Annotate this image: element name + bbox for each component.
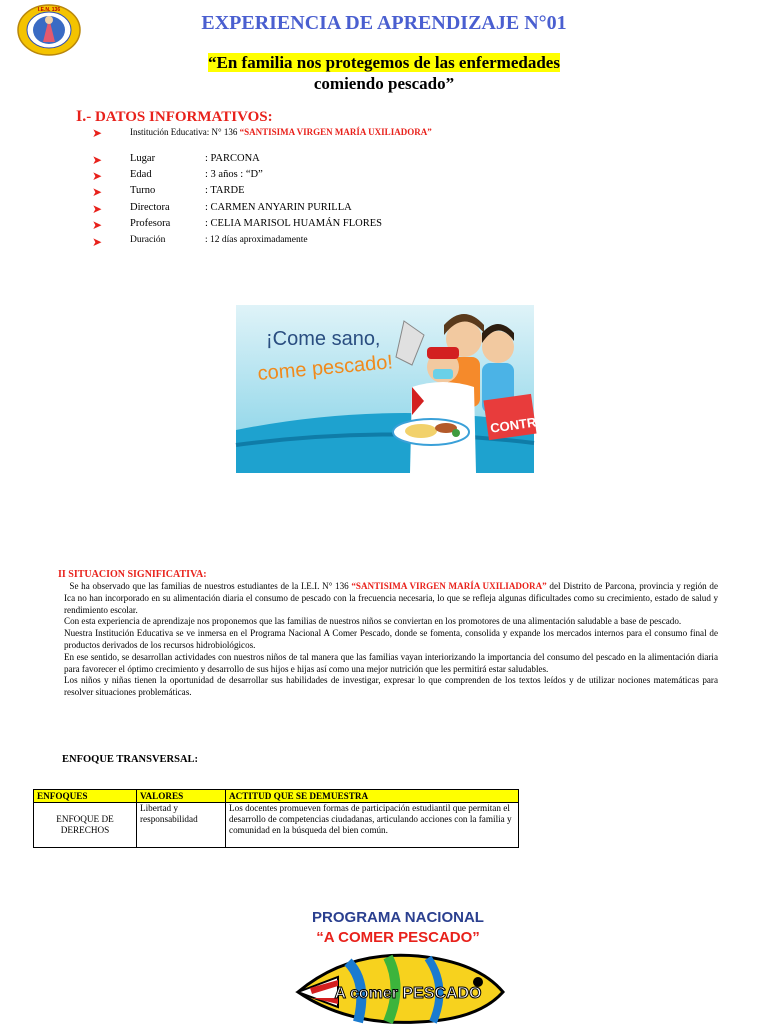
column-header: ACTITUD QUE SE DEMUESTRA xyxy=(226,790,519,803)
logo-line-2: “A COMER PESCADO” xyxy=(316,929,480,946)
column-header: ENFOQUES xyxy=(34,790,137,803)
info-label: Turno xyxy=(130,185,156,196)
page-title: EXPERIENCIA DE APRENDIZAJE N°01 xyxy=(201,12,567,34)
arrow-bullet-icon: ➤ xyxy=(92,153,103,167)
info-label: Directora xyxy=(130,202,170,213)
info-value: : CELIA MARISOL HUAMÁN FLORES xyxy=(205,218,382,229)
campaign-photo xyxy=(236,305,547,473)
arrow-bullet-icon: ➤ xyxy=(92,126,103,140)
table-cell: ENFOQUE DE DERECHOS xyxy=(34,803,137,848)
section-number: I. xyxy=(76,108,87,125)
info-row-edad xyxy=(92,169,263,183)
situacion-text: Se ha observado que las familias de nuestros estudiantes de la I.E.I. N° 136 xyxy=(69,581,352,591)
photo-slogan-line-1: ¡Come sano, xyxy=(266,328,381,350)
institucion-label: Institución Educativa: N° 136 xyxy=(130,127,238,137)
enfoque-table xyxy=(33,789,519,848)
info-label: Edad xyxy=(130,169,152,180)
situacion-paragraph: Nuestra Institución Educativa se ve inmersa en el Programa Nacional A Comer Pescado, donde se fomenta, consolida y expande los mercados internos para el consumo final de productos derivados de los recursos hidrobiológicos. xyxy=(64,628,718,650)
institucion-name: “SANTISIMA VIRGEN MARÍA UXILIADORA” xyxy=(239,127,432,137)
table-cell: Los docentes promueven formas de participación estudiantil que permitan el desarrollo de competencias ciudadanas, articulando acciones con la familia y comunidad en la búsqueda del bien común. xyxy=(226,803,519,848)
info-row-profesora xyxy=(92,218,382,232)
photo-slogan-line-2: come pescado! xyxy=(256,351,394,386)
section-datos-heading xyxy=(76,108,273,126)
school-name-highlight: “SANTISIMA VIRGEN MARÍA UXILIADORA” xyxy=(351,581,547,591)
column-header: VALORES xyxy=(137,790,226,803)
situacion-paragraph: Los niños y niñas tienen la oportunidad de desarrollar sus habilidades de investigar, expresar lo que comprenden de los textos leídos y de utilizar nociones matemáticas para resolver situaciones problemáticas. xyxy=(64,675,718,698)
situacion-paragraph xyxy=(64,581,718,616)
arrow-bullet-icon: ➤ xyxy=(92,185,103,199)
info-value: : 12 días aproximadamente xyxy=(205,235,308,245)
table-row xyxy=(34,803,519,848)
subtitle-line-1: “En familia nos protegemos de las enfermedades xyxy=(208,53,560,72)
info-row-lugar xyxy=(92,153,260,167)
situacion-heading: II SITUACION SIGNIFICATIVA: xyxy=(58,569,207,580)
arrow-bullet-icon: ➤ xyxy=(92,202,103,216)
info-value: : CARMEN ANYARIN PURILLA xyxy=(205,202,352,213)
info-value: : TARDE xyxy=(205,185,245,196)
situacion-paragraph: Con esta experiencia de aprendizaje nos proponemos que las familias de nuestros niños se conviertan en los promotores de una alimentación saludable a base de pescado. xyxy=(64,616,682,627)
situacion-body xyxy=(64,581,718,699)
table-cell: Libertad y responsabilidad xyxy=(137,803,226,848)
svg-text:I.E.N. 136: I.E.N. 136 xyxy=(37,7,61,13)
info-row-turno xyxy=(92,185,245,199)
arrow-bullet-icon: ➤ xyxy=(92,218,103,232)
info-value: : 3 años : “D” xyxy=(205,169,263,180)
experience-subtitle xyxy=(0,52,768,94)
info-label: Profesora xyxy=(130,218,171,229)
section-heading-text: - DATOS INFORMATIVOS: xyxy=(86,109,273,125)
photo-banner-text: CONTRA xyxy=(489,413,547,436)
info-value: : PARCONA xyxy=(205,153,260,164)
info-label: Duración xyxy=(130,235,166,245)
programa-nacional-logo xyxy=(288,902,508,1024)
logo-line-1: PROGRAMA NACIONAL xyxy=(312,909,484,926)
situacion-paragraph: En ese sentido, se desarrollan actividades con nuestros niños de tal manera que las familias vayan interiorizando la importancia del consumo del pescado en la alimentación diaria para favorecer el óptimo crecimiento y desarrollo de sus hijos e hijas así como una mejor nutrición que les permitirá estar saludables. xyxy=(64,651,718,674)
enfoque-heading: ENFOQUE TRANSVERSAL: xyxy=(62,754,199,765)
situacion-text: del Distrito de Parcona, provincia y región de Ica no han incorporado en su alimentación diaria el consumo de pescado con la frecuencia necesaria, lo que se refleja algunas dificultades como su crecimiento, estado de salud y rendimiento escolar. xyxy=(64,581,719,615)
subtitle-line-2: comiendo pescado” xyxy=(313,74,455,93)
info-row-duracion xyxy=(92,235,308,249)
arrow-bullet-icon: ➤ xyxy=(92,169,103,183)
info-label: Lugar xyxy=(130,153,156,164)
info-row-directora xyxy=(92,202,352,216)
arrow-bullet-icon: ➤ xyxy=(92,235,103,249)
table-header-row xyxy=(34,790,519,803)
logo-fish-text: A comer PESCADO xyxy=(334,985,482,1002)
